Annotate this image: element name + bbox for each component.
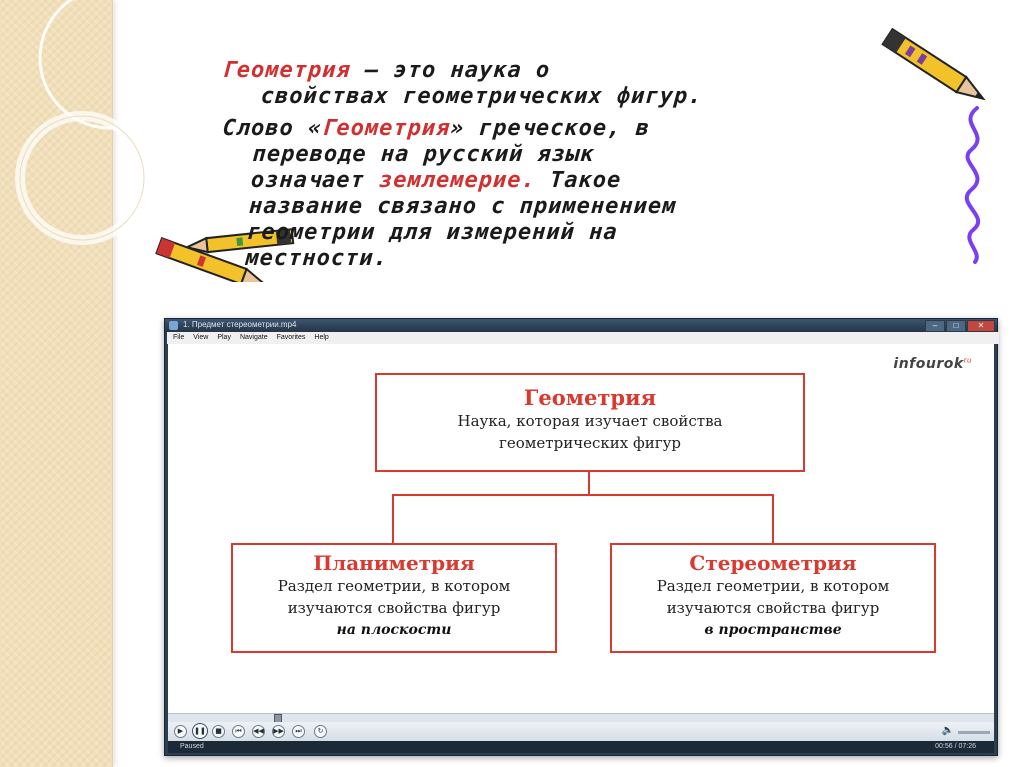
- slide-line-7: геометрии для измерений на: [246, 220, 619, 245]
- slide-line-8: местности.: [244, 246, 389, 271]
- video-frame: [168, 344, 994, 713]
- connector-vertical-top: [588, 470, 590, 495]
- slide-text-fragment: – это наука о: [349, 58, 552, 83]
- stereometry-desc-2: изучаются свойства фигур: [666, 599, 880, 617]
- connector-horizontal: [392, 494, 774, 496]
- previous-icon[interactable]: ⏮: [232, 725, 245, 738]
- next-icon[interactable]: ⏭: [292, 725, 305, 738]
- squiggle-decoration: [955, 104, 995, 264]
- status-bar: [168, 741, 994, 753]
- menu-play[interactable]: Play: [217, 334, 231, 341]
- term-land-surveying: землемерие.: [378, 168, 537, 193]
- slide-text-fragment: » греческое, в: [449, 116, 651, 141]
- planimetry-desc-1: Раздел геометрии, в котором: [277, 577, 511, 595]
- slide-text-fragment: означает: [250, 168, 381, 193]
- geometry-desc-2: геометрических фигур: [498, 434, 682, 452]
- term-geometry: Геометрия: [221, 58, 352, 83]
- connector-left: [392, 494, 394, 544]
- slide-line-1: [222, 58, 944, 84]
- maximize-button[interactable]: □: [946, 320, 966, 332]
- slide-text-fragment: Слово «: [221, 116, 324, 141]
- term-geometry-quoted: Геометрия: [321, 116, 452, 141]
- slide-line-4: переводе на русский язык: [251, 142, 596, 167]
- slide-line-5: [214, 168, 936, 194]
- planimetry-title: Планиметрия: [313, 551, 475, 575]
- close-button[interactable]: ✕: [967, 320, 995, 332]
- geometry-title: Геометрия: [523, 385, 657, 410]
- stereometry-box: [610, 543, 936, 653]
- slide-line-6: название связано с применением: [248, 194, 678, 219]
- menu-help[interactable]: Help: [314, 334, 329, 341]
- geometry-desc-1: Наука, которая изучает свойства: [457, 412, 723, 430]
- minimize-button[interactable]: –: [925, 320, 945, 332]
- stereometry-desc-1: Раздел геометрии, в котором: [656, 577, 890, 595]
- menu-favorites[interactable]: Favorites: [276, 334, 306, 341]
- planimetry-emphasis: на плоскости: [336, 622, 452, 638]
- media-player-window: [164, 318, 998, 756]
- stereometry-emphasis: в пространстве: [704, 622, 842, 638]
- rewind-icon[interactable]: ◀◀: [252, 725, 265, 738]
- pause-icon[interactable]: ❚❚: [192, 723, 208, 739]
- menu-navigate[interactable]: Navigate: [239, 334, 268, 341]
- player-app-icon: [169, 321, 178, 330]
- playback-controls: [168, 722, 994, 741]
- logo-suffix: ru: [963, 356, 972, 365]
- menu-bar: [167, 332, 999, 344]
- menu-file[interactable]: File: [173, 334, 185, 341]
- playback-status: Paused: [180, 743, 204, 750]
- window-titlebar[interactable]: [165, 319, 997, 332]
- volume-icon[interactable]: 🔈: [941, 725, 954, 736]
- slide-line-3: [218, 116, 940, 142]
- stop-icon[interactable]: ■: [212, 725, 225, 738]
- logo-text: infourok: [893, 356, 964, 372]
- fast-forward-icon[interactable]: ▶▶: [272, 725, 285, 738]
- menu-view[interactable]: View: [193, 334, 209, 341]
- window-title: 1. Предмет стереометрии.mp4: [183, 320, 297, 329]
- slide-line-2: свойствах геометрических фигур.: [259, 84, 704, 109]
- slide-definition-text: [209, 58, 944, 272]
- volume-slider[interactable]: [958, 731, 990, 734]
- connector-right: [772, 494, 774, 544]
- planimetry-box: [231, 543, 557, 653]
- planimetry-desc-2: изучаются свойства фигур: [287, 599, 501, 617]
- play-icon[interactable]: ▶: [174, 725, 187, 738]
- loop-icon[interactable]: ↻: [314, 725, 327, 738]
- stereometry-title: Стереометрия: [689, 551, 857, 575]
- infourok-logo: [893, 356, 972, 372]
- playback-time: 00:56 / 07:26: [935, 743, 976, 750]
- geometry-box: [375, 373, 805, 472]
- window-buttons: [925, 320, 995, 332]
- slide-text-fragment: Такое: [534, 168, 623, 193]
